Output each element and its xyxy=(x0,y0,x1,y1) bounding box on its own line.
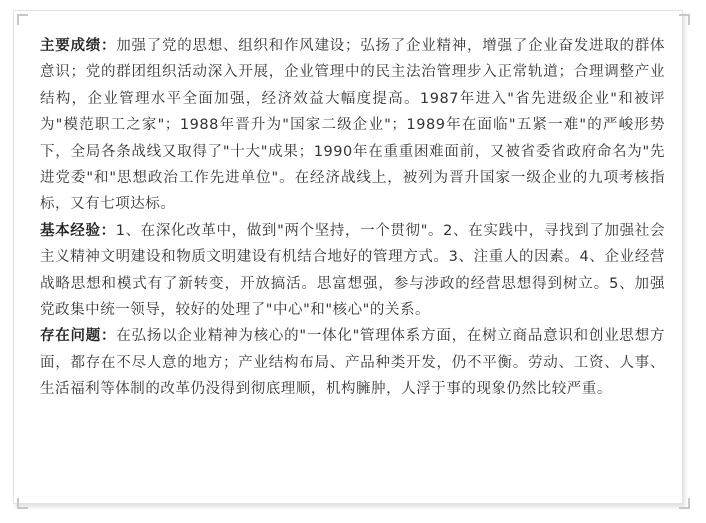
text-existing-problems: 在弘扬以企业精神为核心的"一体化"管理体系方面，在树立商品意识和创业思想方面，都存在不尽人意的地方；产业结构布局、产品种类开发，仍不平衡。劳动、工资、人事、生活福利等体制的改革仍没得到彻底理顺，机构臃肿，人浮于事的现象仍然比较严重。 xyxy=(40,328,666,398)
corner-mark-bottom-right xyxy=(679,498,690,509)
text-basic-experience: 1、在深化改革中，做到"两个坚持，一个贯彻"。2、在实践中，寻找到了加强社会主义精神文明建设和物质文明建设有机结合地好的管理方式。3、注重人的因素。4、企业经营战略思想和模式有了新转变，开放搞活。思富想强，参与涉政的经营思想得到树立。5、加强党政集中统一领导，较好的处理了"中心"和"核心"的关系。 xyxy=(40,222,665,319)
heading-basic-experience: 基本经验： xyxy=(40,222,116,239)
heading-existing-problems: 存在问题： xyxy=(40,328,117,345)
text-main-achievements: 加强了党的思想、组织和作风建设；弘扬了企业精神，增强了企业奋发进取的群体意识；党的群团组织活动深入开展，企业管理中的民主法治管理步入正常轨道；合理调整产业结构，企业管理水平全面加强，经济效益大幅度提高。1987年进入"省先进级企业"和被评为"模范职工之家"；1988年晋升为"国家二级企业"；1989年在面临"五紧一难"的严峻形势下，全局各条战线又取得了"十大"成果；1990年在重重困难面前，又被省委省政府命名为"先进党委"和"思想政治工作先进单位"。在经济战线上，被列为晋升国家一级企业的九项考核指标，又有七项达标。 xyxy=(40,38,666,213)
paragraph-main-achievements xyxy=(40,33,665,218)
corner-mark-top-right xyxy=(679,14,690,25)
paragraph-existing-problems xyxy=(40,323,665,402)
corner-mark-bottom-left xyxy=(17,498,28,509)
document-body xyxy=(40,33,665,403)
heading-main-achievements: 主要成绩： xyxy=(40,38,117,54)
corner-mark-top-left xyxy=(17,14,28,25)
paragraph-basic-experience xyxy=(40,218,665,324)
